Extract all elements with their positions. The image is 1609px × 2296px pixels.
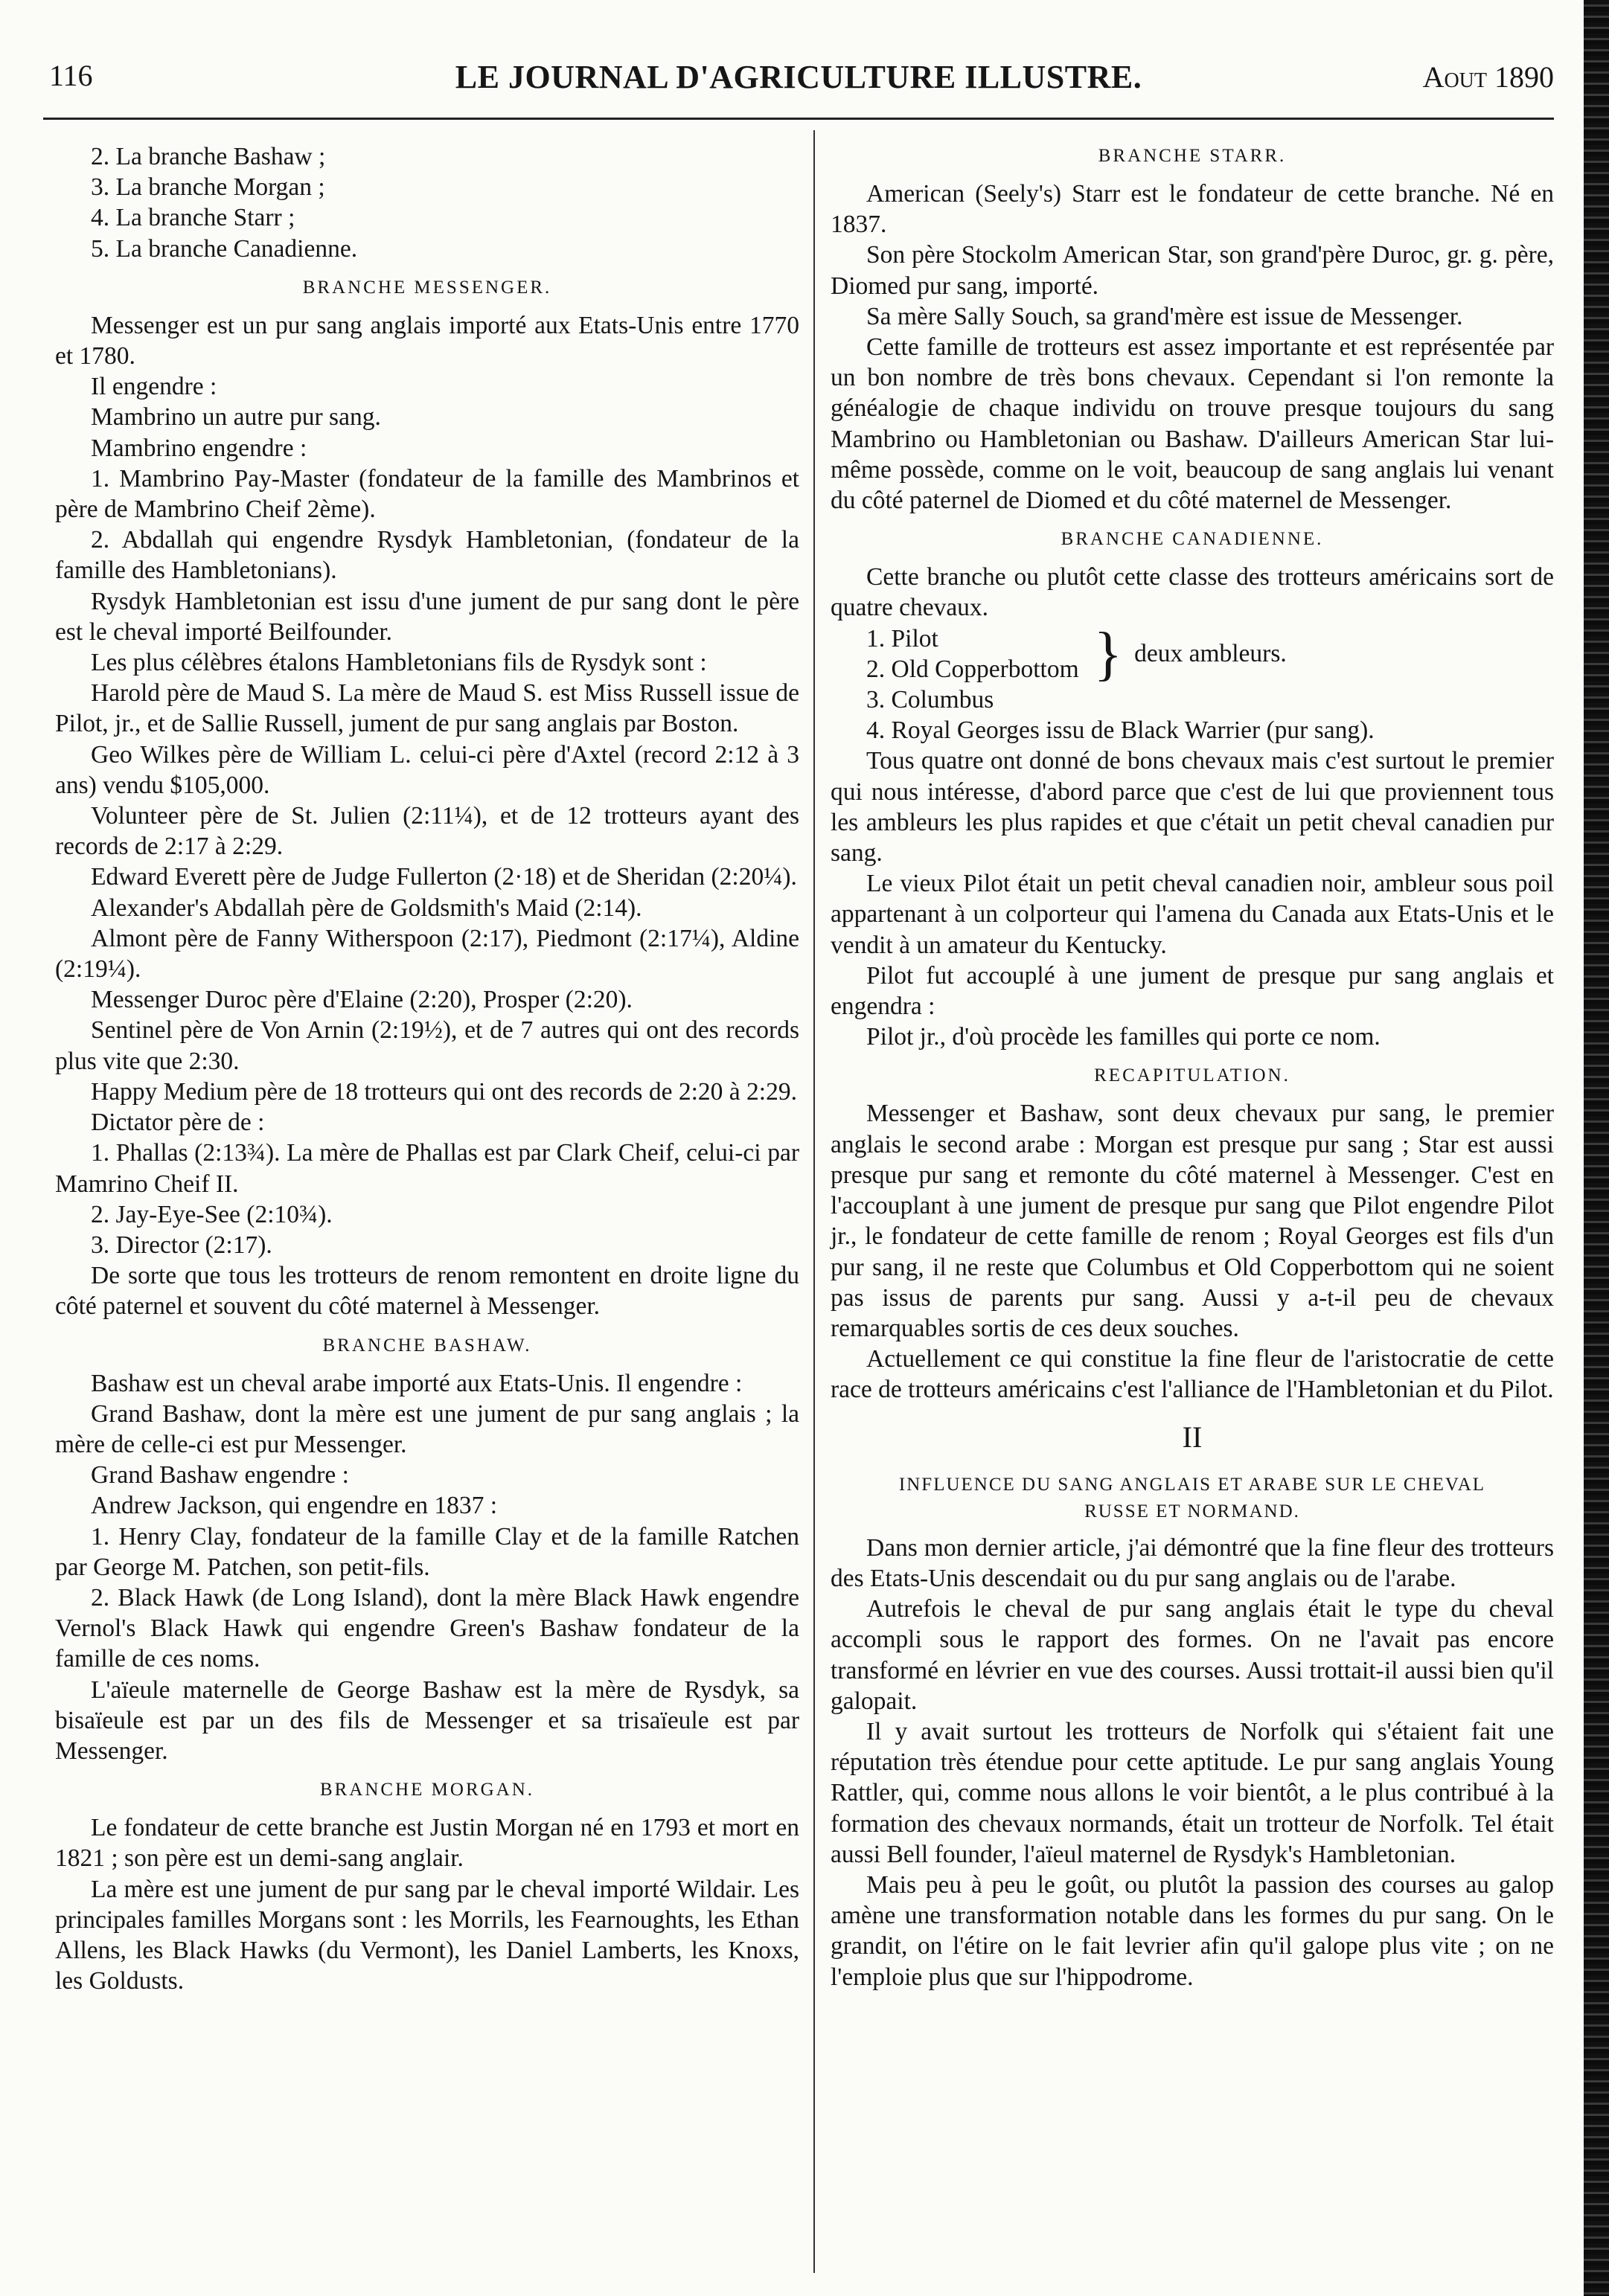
- paragraph: Rysdyk Hambletonian est issu d'une jument de pur sang dont le père est le cheval importé Beilfounder.: [55, 587, 799, 646]
- paragraph: De sorte que tous les trotteurs de renom remontent en droite ligne du côté paternel et souvent du côté maternel à Messenger.: [55, 1262, 799, 1321]
- journal-title: LE JOURNAL D'AGRICULTURE ILLUSTRE.: [455, 59, 1142, 95]
- heading-starr: BRANCHE STARR.: [1098, 146, 1287, 166]
- paragraph: Messenger est un pur sang anglais importé aux Etats-Unis entre 1770 et 1780.: [55, 311, 799, 371]
- paragraph: Harold père de Maud S. La mère de Maud S. est Miss Russell issue de Pilot, jr., et de Sallie Russell, jument de pur sang anglais par Boston.: [55, 679, 799, 738]
- brace-mark: }: [1093, 621, 1123, 687]
- paragraph: Il y avait surtout les trotteurs de Norfolk qui s'étaient fait une réputation très étendue pour cette aptitude. Le pur sang anglais Young Rattler, qui, comme nous allons le voir bientôt, a le plus contribué à la formation des chevaux normands, était un trotteur de Norfolk. Tel était aussi Bell founder, l'aïeul maternel de Rysdyk's Hambletonian.: [831, 1717, 1554, 1868]
- horse-item: 4. Royal Georges issu de Black Warrier (pur sang).: [866, 716, 1375, 745]
- paragraph: Mambrino engendre :: [91, 434, 307, 462]
- page-header: [43, 58, 1554, 110]
- paragraph: Pilot jr., d'où procède les familles qui porte ce nom.: [866, 1023, 1381, 1051]
- scan-edge: [1584, 0, 1609, 2296]
- paragraph: Le fondateur de cette branche est Justin Morgan né en 1793 et mort en 1821 ; son père est un demi-sang anglair.: [55, 1814, 799, 1873]
- paragraph: Tous quatre ont donné de bons chevaux mais c'est surtout le premier qui nous intéresse, d'abord parce que c'est de lui que proviennent tous les ambleurs les plus rapides et que c'était un petit cheval canadien pur sang.: [831, 747, 1554, 868]
- paragraph: 2. Black Hawk (de Long Island), dont la mère Black Hawk engendre Vernol's Black Hawk qui engendre Green's Bashaw fondateur de la famille de ces noms.: [55, 1583, 799, 1673]
- intro-item: 4. La branche Starr ;: [91, 204, 295, 232]
- paragraph: Dans mon dernier article, j'ai démontré que la fine fleur des trotteurs des Etats-Unis descendait ou du pur sang anglais ou de l'arabe.: [831, 1533, 1554, 1592]
- paragraph: Sentinel père de Von Arnin (2:19½), et de 7 autres qui ont des records plus vite que 2:30.: [55, 1016, 799, 1075]
- heading-morgan: BRANCHE MORGAN.: [319, 1780, 535, 1800]
- horse-item: 3. Columbus: [866, 686, 994, 714]
- paragraph: 2. Abdallah qui engendre Rysdyk Hambletonian, (fondateur de la famille des Hambletonians).: [55, 526, 799, 585]
- section-number: II: [1182, 1420, 1203, 1454]
- heading-bashaw: BRANCHE BASHAW.: [322, 1335, 532, 1356]
- paragraph: Le vieux Pilot était un petit cheval canadien noir, ambleur sous poil appartenant à un colporteur qui l'amena du Canada aux Etats-Unis et le vendit à un amateur du Kentucky.: [831, 870, 1554, 959]
- paragraph: Almont père de Fanny Witherspoon (2:17), Piedmont (2:17¼), Aldine (2:19¼).: [55, 924, 799, 984]
- left-column: [55, 141, 799, 1996]
- paragraph: Il engendre :: [91, 373, 217, 401]
- paragraph: Dictator père de :: [91, 1109, 265, 1137]
- page-number: 116: [49, 59, 93, 92]
- paragraph: Grand Bashaw engendre :: [91, 1461, 349, 1489]
- paragraph: Son père Stockolm American Star, son grand'père Duroc, gr. g. père, Diomed pur sang, importé.: [831, 241, 1554, 300]
- paragraph: 1. Phallas (2:13¾). La mère de Phallas est par Clark Cheif, celui-ci par Mamrino Cheif II.: [55, 1139, 799, 1198]
- paragraph: Messenger et Bashaw, sont deux chevaux pur sang, le premier anglais le second arabe : Morgan est presque pur sang ; Star est aussi presque pur sang et remonte du côté maternel à Messenger. C'est en l'accouplant à une jument de presque pur sang que Pilot engendre Pilot jr., le fondateur de cette famille de renom ; Royal Georges est fils d'un pur sang, il ne reste que Columbus et Old Copperbottom qui ne soient pas issus de parents pur sang. Aussi y a-t-il peu de chevaux remarquables sortis de ces deux souches.: [831, 1100, 1554, 1342]
- paragraph: Volunteer père de St. Julien (2:11¼), et de 12 trotteurs ayant des records de 2:17 à 2:29.: [55, 802, 799, 861]
- paragraph: Edward Everett père de Judge Fullerton (2·18) et de Sheridan (2:20¼).: [91, 863, 797, 891]
- heading-influence: INFLUENCE DU SANG ANGLAIS ET ARABE SUR LE CHEVAL RUSSE ET NORMAND.: [898, 1474, 1486, 1521]
- intro-item: 3. La branche Morgan ;: [91, 173, 325, 202]
- intro-item: 5. La branche Canadienne.: [91, 234, 358, 263]
- ambleurs-group: [831, 621, 1554, 687]
- paragraph: Cette famille de trotteurs est assez importante et est représentée par un bon nombre de très bons chevaux. Cependant si l'on remonte la généalogie de chaque individu on trouve presque toujours du sang Mambrino ou Hambletonian ou Bashaw. D'ailleurs American Star lui-même possède, comme on le voit, beaucoup de sang anglais lui venant du côté paternel de Diomed et du côté maternel de Messenger.: [831, 333, 1554, 515]
- paragraph: 1. Henry Clay, fondateur de la famille Clay et de la famille Ratchen par George M. Patchen, son petit-fils.: [55, 1522, 799, 1581]
- column-divider: [813, 130, 815, 2273]
- paragraph: Sa mère Sally Souch, sa grand'mère est issue de Messenger.: [866, 302, 1463, 330]
- paragraph: 2. Jay-Eye-See (2:10¾).: [91, 1200, 333, 1228]
- paragraph: Les plus célèbres étalons Hambletonians fils de Rysdyk sont :: [91, 649, 707, 677]
- paragraph: Happy Medium père de 18 trotteurs qui ont des records de 2:20 à 2:29.: [91, 1077, 797, 1106]
- heading-messenger: BRANCHE MESSENGER.: [302, 277, 552, 298]
- paragraph: Bashaw est un cheval arabe importé aux Etats-Unis. Il engendre :: [91, 1369, 743, 1397]
- brace-label: deux ambleurs.: [1134, 640, 1287, 668]
- paragraph: Grand Bashaw, dont la mère est une jument de pur sang anglais ; la mère de celle-ci est pur Messenger.: [55, 1399, 799, 1458]
- paragraph: Cette branche ou plutôt cette classe des trotteurs américains sort de quatre chevaux.: [831, 563, 1554, 622]
- paragraph: 1. Mambrino Pay-Master (fondateur de la famille des Mambrinos et père de Mambrino Cheif 2ème).: [55, 464, 799, 524]
- paragraph: American (Seely's) Starr est le fondateur de cette branche. Né en 1837.: [831, 180, 1554, 239]
- paragraph: Andrew Jackson, qui engendre en 1837 :: [91, 1492, 498, 1520]
- intro-item: 2. La branche Bashaw ;: [91, 143, 326, 170]
- horse-item: 1. Pilot: [866, 624, 938, 652]
- paragraph: Pilot fut accouplé à une jument de presque pur sang anglais et engendra :: [831, 961, 1554, 1021]
- heading-recapitulation: RECAPITULATION.: [1094, 1065, 1290, 1086]
- right-column: [831, 141, 1554, 1992]
- paragraph: Actuellement ce qui constitue la fine fleur de l'aristocratie de cette race de trotteurs américains c'est l'alliance de l'Hambletonian et du Pilot.: [831, 1345, 1554, 1404]
- paragraph: Mambrino un autre pur sang.: [91, 403, 381, 432]
- paragraph: Messenger Duroc père d'Elaine (2:20), Prosper (2:20).: [91, 986, 633, 1014]
- paragraph: Mais peu à peu le goût, ou plutôt la passion des courses au galop amène une transformation notable dans les formes du pur sang. On le grandit, on l'étire on le fait levrier afin qu'il galope plus vite ; on ne l'emploie plus que sur l'hippodrome.: [831, 1870, 1554, 1991]
- issue-date: Aout 1890: [1422, 60, 1554, 94]
- paragraph: 3. Director (2:17).: [91, 1231, 272, 1259]
- paragraph: La mère est une jument de pur sang par le cheval importé Wildair. Les principales familles Morgans sont : les Morrils, les Fearnoughts, les Ethan Allens, les Black Hawks (du Vermont), les Daniel Lamberts, les Knoxs, les Goldusts.: [55, 1875, 799, 1995]
- paragraph: Alexander's Abdallah père de Goldsmith's Maid (2:14).: [91, 894, 642, 922]
- paragraph: Geo Wilkes père de William L. celui-ci père d'Axtel (record 2:12 à 3 ans) vendu $105,000.: [55, 740, 799, 799]
- horse-item: 2. Old Copperbottom: [866, 655, 1079, 683]
- heading-canadienne: BRANCHE CANADIENNE.: [1061, 529, 1324, 550]
- paragraph: Autrefois le cheval de pur sang anglais était le type du cheval accompli sous le rapport des formes. On ne l'avait pas encore transformé en lévrier en vue des courses. Aussi trottait-il aussi bien qu'il galopait.: [831, 1595, 1554, 1715]
- paragraph: L'aïeule maternelle de George Bashaw est la mère de Rysdyk, sa bisaïeule est par un des fils de Messenger et sa trisaïeule est par Messenger.: [55, 1675, 799, 1765]
- header-rule: [43, 118, 1554, 120]
